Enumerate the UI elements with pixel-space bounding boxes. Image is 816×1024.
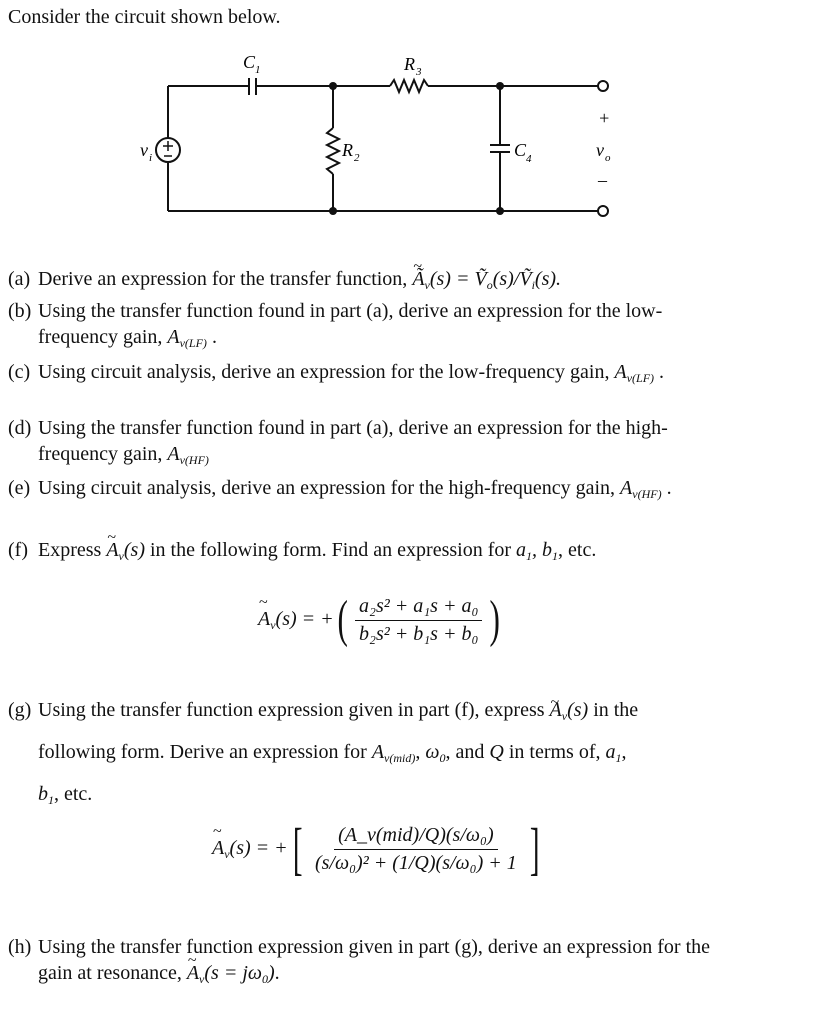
c1-label: C — [243, 52, 256, 72]
vo-terminal-bottom — [598, 206, 608, 216]
circuit-diagram — [0, 0, 816, 240]
junction-dot — [496, 82, 504, 90]
junction-dot — [329, 207, 337, 215]
question-e: (e) Using circuit analysis, derive an expression for the high-frequency gain, $A_{v(HF)}$ . — [8, 477, 672, 501]
intro-text: Consider the circuit shown below. — [8, 6, 281, 28]
vo-label: v — [596, 140, 604, 160]
r2-label: R — [342, 140, 353, 160]
vo-sub-label: o — [605, 152, 611, 164]
junction-dot — [329, 82, 337, 90]
c1-sub-label: 1 — [255, 64, 261, 76]
r2-sub-label: 2 — [354, 152, 360, 164]
c4-label: C — [514, 140, 527, 160]
vo-minus: – — [598, 170, 607, 190]
r3-label: R — [404, 54, 415, 74]
vo-plus: + — [598, 108, 611, 128]
equation-f: ~ $A_v(s)$ = + ( $\frac{\text{a₂s² + a₁s + a₀}}{\text{b₂s² + b₁s + b₀}}$ ) — [258, 594, 504, 646]
question-b: (b) Using the transfer function found in part (a), derive an expression for the low- frequency gain, $A_{v(LF)}$ . — [8, 300, 663, 350]
question-a: (a) Derive an expression for the transfer function, ~ $Ã_v(s)$ = Ṽ$_o$(s)/Ṽ$_i$(s). — [8, 266, 808, 298]
equation-g: ~ $A_v(s)$ = + [ $\frac{\text{(A\_v(mid)/Q)(s/ω₀)}}{\text{(s/ω₀)² + (1/Q)(s/ω₀) + 1}}$ ] — [212, 820, 544, 878]
junction-dot — [496, 207, 504, 215]
r3-resistor — [390, 80, 428, 92]
c4-sub-label: 4 — [526, 153, 532, 165]
vi-sub-label: i — [149, 152, 153, 164]
question-h: (h) Using the transfer function expression given in part (g), derive an expression for the gain at resonance, ~ $A_v(s = j\omega_0)$. — [8, 934, 808, 992]
question-g: (g) Using the transfer function expression given in part (f), express ~ $A_v(s)$ in the following form. Derive an expression for $A_{v(mid)}$, $\omega_0$, and Q in terms of, $a_1$, $b_1$, etc. — [8, 692, 808, 818]
vi-label: v — [140, 140, 148, 160]
question-d: (d) Using the transfer function found in part (a), derive an expression for the high- frequency gain, $A_{v(HF)}$ — [8, 417, 668, 467]
r3-sub-label: 3 — [416, 66, 422, 78]
vo-terminal-top — [598, 81, 608, 91]
r2-resistor — [327, 128, 339, 174]
question-c: (c) Using circuit analysis, derive an expression for the low-frequency gain, $A_{v(LF)}$ . — [8, 361, 665, 385]
question-f: (f) Express ~ $A_v(s)$ in the following form. Find an expression for $a_1$, $b_1$, etc. — [8, 537, 808, 569]
